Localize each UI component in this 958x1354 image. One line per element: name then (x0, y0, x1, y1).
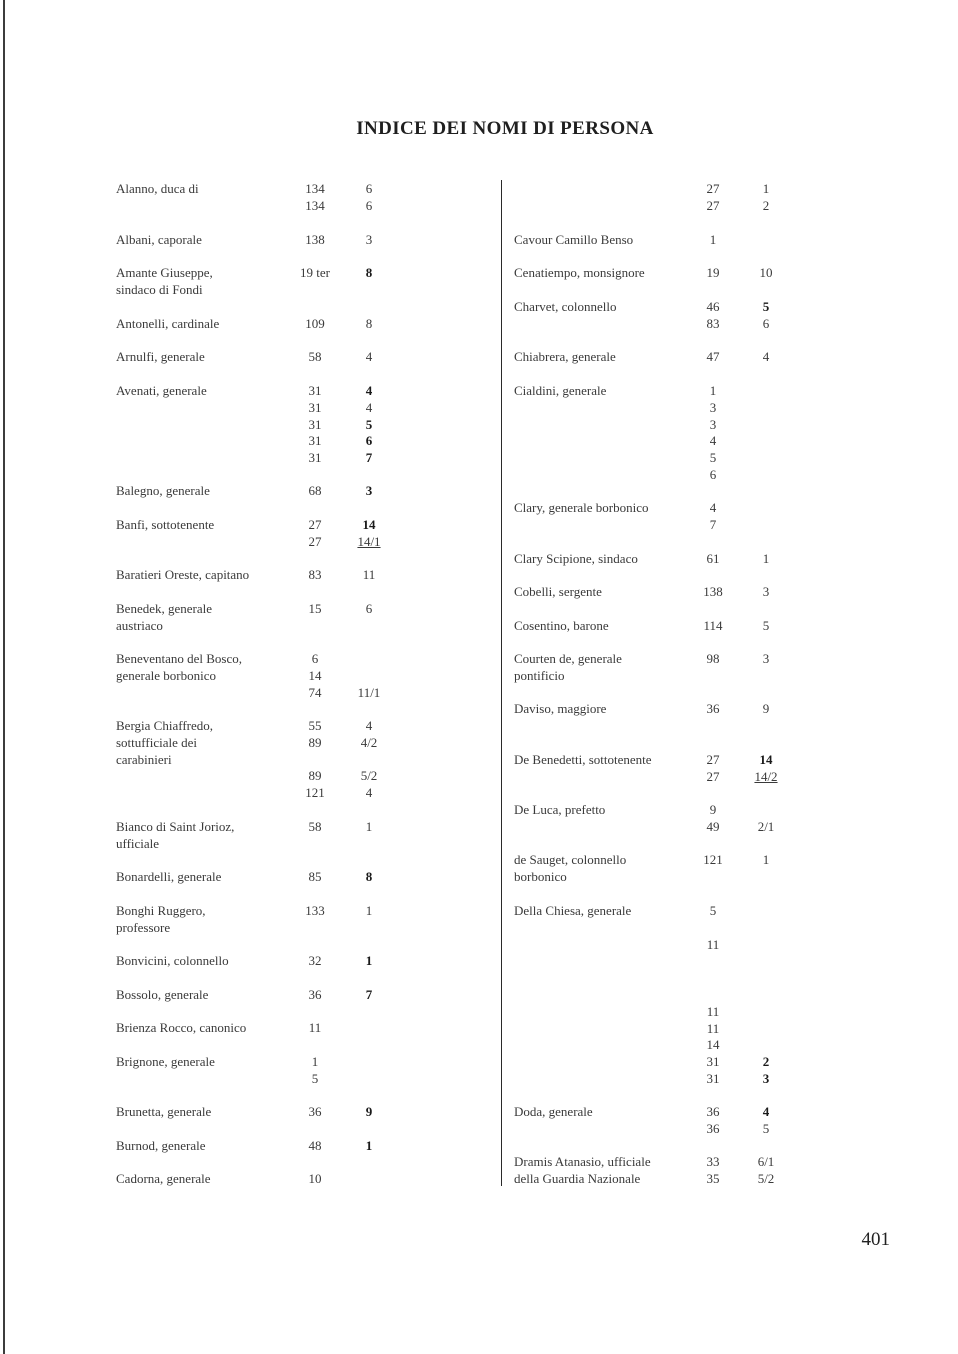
entry-name: De Benedetti, sottotenente (514, 752, 652, 767)
entry-name: Dramis Atanasio, ufficiale della Guardia Nazionale (514, 1154, 651, 1186)
volume-number: 3 (709, 416, 717, 432)
volume-number: 27 (706, 181, 720, 196)
fascicle-number: 6/1 (757, 1154, 775, 1169)
entry-name: Balegno, generale (116, 483, 210, 498)
fascicle-number: 1 (365, 903, 373, 918)
volume-number: 3 (709, 399, 717, 415)
entry-name: Arnulfi, generale (116, 349, 205, 364)
entry-name: Brunetta, generale (116, 1104, 212, 1119)
volume-number: 134 (305, 197, 325, 213)
volume-number: 31 (706, 1054, 720, 1070)
fascicle-number: 3 (762, 651, 770, 666)
page-number: 401 (861, 1229, 890, 1250)
entry-name: Charvet, colonnello (514, 299, 617, 314)
volume-number: 74 (308, 684, 322, 700)
entry-name: Beneventano del Bosco, generale borbonico (116, 651, 242, 683)
fascicle-number: 11 (362, 567, 376, 582)
volume-number: 1 (709, 383, 717, 398)
volume-number: 83 (308, 567, 322, 582)
volume-number: 27 (706, 752, 720, 767)
volume-number: 27 (706, 197, 720, 213)
entry-name: Brienza Rocco, canonico (116, 1020, 247, 1035)
volume-number: 14 (706, 1037, 720, 1053)
volume-number: 4 (709, 433, 717, 449)
volume-number: 11 (706, 936, 720, 952)
fascicle-number: 4 (762, 1104, 770, 1119)
entry-name: Cenatiempo, monsignore (514, 265, 645, 280)
entry-name: Alanno, duca di (116, 181, 199, 196)
fascicle-number: 2 (762, 197, 770, 213)
volume-number: 83 (706, 315, 720, 331)
fascicle-number: 14/2 (754, 768, 778, 784)
fascicle-number: 6 (365, 433, 373, 449)
volume-number: 5 (709, 450, 717, 466)
entry-name: Bossolo, generale (116, 987, 209, 1002)
fascicle-number: 2/1 (757, 818, 775, 834)
entry-name: Bergia Chiaffredo, sottufficiale dei carabinieri (116, 718, 213, 767)
volume-number: 55 (308, 718, 322, 733)
fascicle-number: 7 (365, 987, 373, 1002)
volume-number: 27 (706, 768, 720, 784)
fascicle-number: 6 (365, 601, 373, 616)
fascicle-number: 4 (365, 383, 373, 398)
volume-number: 36 (308, 1104, 322, 1119)
volume-number: 4 (709, 500, 717, 515)
fascicle-number: 6 (762, 315, 770, 331)
volume-number: 85 (308, 869, 322, 884)
entry-name: Brignone, generale (116, 1054, 215, 1069)
column-divider (501, 180, 502, 1186)
entry-name: Burnod, generale (116, 1138, 206, 1153)
entry-name: de Sauget, colonnello borbonico (514, 852, 627, 884)
entry-name: Bonardelli, generale (116, 869, 222, 884)
volume-number: 31 (308, 399, 322, 415)
entry-name: Bonghi Ruggero, professore (116, 903, 206, 935)
volume-number: 46 (706, 299, 720, 314)
volume-number: 98 (706, 651, 720, 666)
volume-number: 14 (308, 667, 322, 683)
volume-number: 36 (308, 987, 322, 1002)
volume-number: 1 (709, 232, 717, 247)
volume-number: 121 (305, 785, 325, 801)
page-title: INDICE DEI NOMI DI PERSONA (356, 118, 654, 139)
fascicle-number: 4 (365, 349, 373, 364)
fascicle-number: 6 (365, 197, 373, 213)
fascicle-number: 1 (762, 181, 770, 196)
fascicle-number: 6 (365, 181, 373, 196)
entry-name: Della Chiesa, generale (514, 903, 632, 918)
entry-name: Cialdini, generale (514, 383, 607, 398)
volume-number: 35 (706, 1170, 720, 1186)
fascicle-number: 4 (365, 785, 373, 801)
entry-name: Albani, caporale (116, 232, 202, 247)
entry-name: Cosentino, barone (514, 618, 609, 633)
volume-number: 32 (308, 953, 322, 968)
volume-number: 33 (706, 1154, 720, 1169)
volume-number: 138 (703, 584, 723, 599)
volume-number: 114 (703, 618, 723, 633)
volume-number: 7 (709, 516, 717, 532)
fascicle-number: 8 (365, 869, 373, 884)
fascicle-number: 1 (762, 551, 770, 566)
entry-name: Bianco di Saint Jorioz, ufficiale (116, 819, 235, 851)
volume-number: 89 (308, 768, 322, 784)
entry-name: De Luca, prefetto (514, 802, 606, 817)
fascicle-number: 11/1 (357, 684, 381, 700)
fascicle-number: 8 (365, 316, 373, 331)
fascicle-number: 5 (762, 1120, 770, 1136)
fascicle-number: 7 (365, 450, 373, 466)
volume-number: 5 (709, 903, 717, 918)
volume-number: 31 (308, 433, 322, 449)
fascicle-number: 3 (762, 584, 770, 599)
volume-number: 5 (311, 1070, 319, 1086)
entry-name: Banfi, sottotenente (116, 517, 215, 532)
volume-number: 11 (308, 1020, 322, 1035)
entry-name: Cobelli, sergente (514, 584, 602, 599)
volume-number: 58 (308, 349, 322, 364)
entry-name: Antonelli, cardinale (116, 316, 220, 331)
entry-name: Courten de, generale pontificio (514, 651, 622, 683)
entry-name: Clary, generale borbonico (514, 500, 649, 515)
volume-number: 48 (308, 1138, 322, 1153)
volume-number: 61 (706, 551, 720, 566)
volume-number: 36 (706, 1120, 720, 1136)
volume-number: 138 (305, 232, 325, 247)
fascicle-number: 9 (762, 701, 770, 716)
fascicle-number: 8 (365, 265, 373, 280)
volume-number: 6 (311, 651, 319, 666)
entry-name: Amante Giuseppe, sindaco di Fondi (116, 265, 213, 297)
fascicle-number: 4 (365, 718, 373, 733)
fascicle-number: 4/2 (360, 734, 378, 750)
fascicle-number: 5/2 (360, 768, 378, 784)
volume-number: 89 (308, 734, 322, 750)
volume-number: 134 (305, 181, 325, 196)
entry-name: Cavour Camillo Benso (514, 232, 634, 247)
fascicle-number: 3 (762, 1071, 770, 1086)
fascicle-number: 1 (365, 819, 373, 834)
fascicle-number: 5 (365, 416, 373, 432)
fascicle-number: 3 (365, 483, 373, 498)
entry-name: Baratieri Oreste, capitano (116, 567, 250, 582)
fascicle-number: 1 (762, 852, 770, 867)
entry-name: Daviso, maggiore (514, 701, 607, 716)
volume-number: 68 (308, 483, 322, 498)
entry-name: Avenati, generale (116, 383, 207, 398)
volume-number: 31 (308, 450, 322, 466)
volume-number: 11 (706, 1020, 720, 1036)
volume-number: 31 (308, 383, 322, 398)
volume-number: 19 ter (300, 265, 330, 280)
scan-edge-line (3, 0, 5, 1354)
volume-number: 133 (305, 903, 325, 918)
fascicle-number: 3 (365, 232, 373, 247)
volume-number: 109 (305, 316, 325, 331)
volume-number: 11 (706, 1003, 720, 1019)
volume-number: 31 (706, 1071, 720, 1086)
entry-name: Chiabrera, generale (514, 349, 616, 364)
fascicle-number: 5 (762, 618, 770, 633)
fascicle-number: 4 (365, 399, 373, 415)
volume-number: 49 (706, 818, 720, 834)
volume-number: 58 (308, 819, 322, 834)
volume-number: 36 (706, 701, 720, 716)
volume-number: 6 (709, 467, 717, 482)
volume-number: 1 (311, 1054, 319, 1069)
volume-number: 27 (308, 533, 322, 549)
fascicle-number: 9 (365, 1104, 373, 1119)
fascicle-number: 10 (759, 265, 773, 280)
entry-name: Benedek, generale austriaco (116, 601, 213, 633)
fascicle-number: 4 (762, 349, 770, 364)
entry-name: Doda, generale (514, 1104, 593, 1119)
fascicle-number: 5/2 (757, 1170, 775, 1186)
entry-name: Bonvicini, colonnello (116, 953, 229, 968)
entry-name: Cadorna, generale (116, 1171, 211, 1186)
volume-number: 31 (308, 416, 322, 432)
volume-number: 121 (703, 852, 723, 867)
fascicle-number: 14 (759, 752, 773, 767)
volume-number: 27 (308, 517, 322, 532)
fascicle-number: 2 (762, 1054, 770, 1070)
fascicle-number: 1 (365, 953, 373, 968)
volume-number: 47 (706, 349, 720, 364)
volume-number: 10 (308, 1171, 322, 1186)
fascicle-number: 14/1 (357, 533, 381, 549)
fascicle-number: 14 (362, 517, 376, 532)
fascicle-number: 5 (762, 299, 770, 314)
volume-number: 9 (709, 802, 717, 817)
volume-number: 36 (706, 1104, 720, 1119)
volume-number: 19 (706, 265, 720, 280)
entry-name: Clary Scipione, sindaco (514, 551, 638, 566)
volume-number: 15 (308, 601, 322, 616)
fascicle-number: 1 (365, 1138, 373, 1153)
